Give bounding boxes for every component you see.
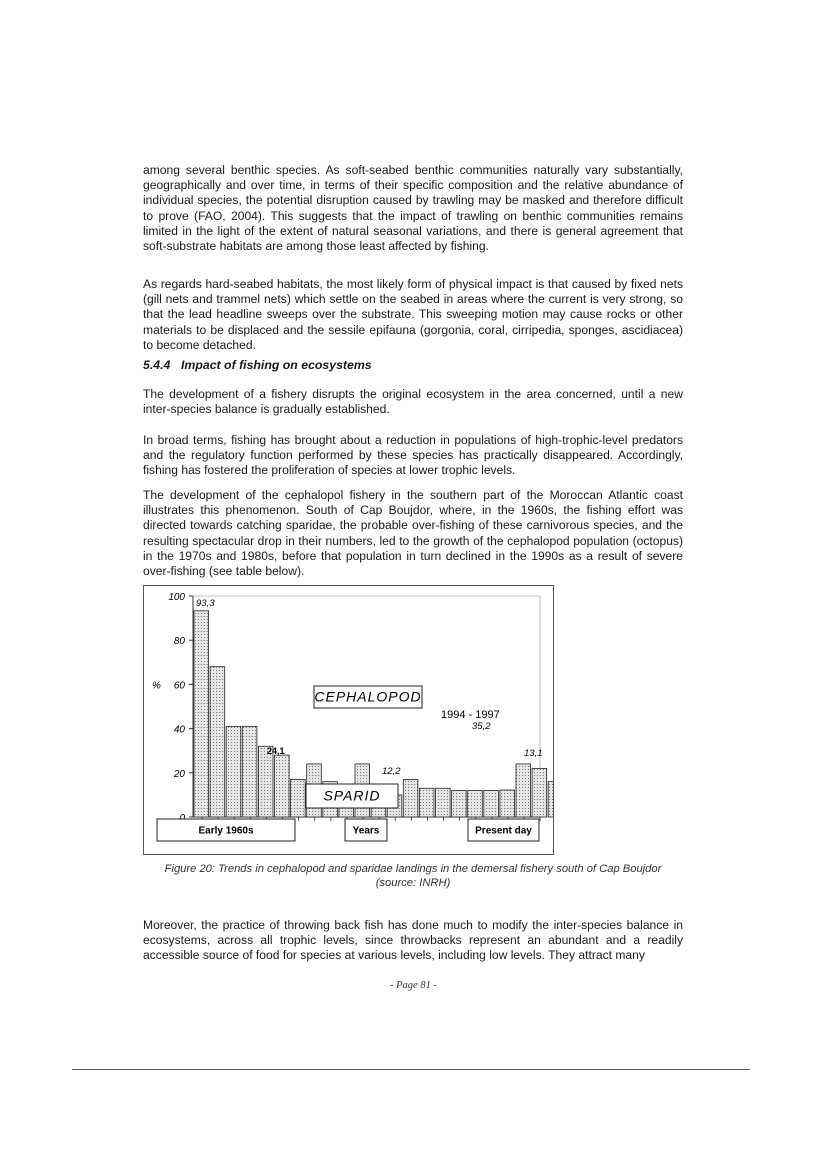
svg-text:80: 80 xyxy=(173,636,185,648)
paragraph-hard-seabed: As regards hard-seabed habitats, the most likely form of physical impact is that caused by fixed nets (gill nets and trammel nets) which settle on the seabed in areas where the current is very strong, so that the lead headline sweeps over the substrate. This sweeping motion may cause rocks or other materials to be displaced and the sessile epifauna (gorgonia, coral, cirripedia, sponges, ascidiacea) to become detached. xyxy=(143,277,683,352)
svg-text:Present day: Present day xyxy=(475,825,532,837)
paragraph-cephalopod-fishery: The development of the cephalopol fishery in the southern part of the Moroccan Atlantic coast illustrates this phenomenon. South of Cap Boujdor, where, in the 1960s, the fishing effort was directed towards catching sparidae, the probable over-fishing of these carnivorous species, and the resulting spectacular drop in their numbers, led to the growth of the cephalopod population (octopus) in the 1970s and 1980s, before that population in turn declined in the 1990s as a result of severe over-fishing (see table below). xyxy=(143,488,683,579)
page-number: - Page 81 - xyxy=(390,980,437,991)
svg-text:35,2: 35,2 xyxy=(472,721,491,732)
paragraph-soft-seabed: among several benthic species. As soft-seabed benthic communities naturally vary substantially, geographically and over time, in terms of their specific composition and the relative abundance of individual species, the potential disruption caused by trawling may be masked and therefore difficult to prove (FAO, 2004). This suggests that the impact of trawling on benthic communities remains limited in the light of the extent of natural seasonal variations, and there is general agreement that soft-substrate habitats are among those least affected by fishing. xyxy=(143,163,683,254)
svg-text:40: 40 xyxy=(173,724,185,736)
svg-text:24,1: 24,1 xyxy=(267,746,285,756)
figure-caption xyxy=(143,862,683,890)
svg-text:60: 60 xyxy=(173,680,185,692)
paragraph-fishery-disruption: The development of a fishery disrupts the original ecosystem in the area concerned, until a new inter-species balance is gradually established. xyxy=(143,387,683,417)
figure-chart xyxy=(143,585,554,855)
section-title: Impact of fishing on ecosystems xyxy=(181,358,372,372)
footer-rule xyxy=(72,1069,750,1070)
svg-text:%: % xyxy=(152,680,161,692)
svg-text:Early 1960s: Early 1960s xyxy=(198,825,254,837)
svg-text:Years: Years xyxy=(352,825,380,837)
svg-text:12,2: 12,2 xyxy=(382,766,401,777)
svg-text:100: 100 xyxy=(168,592,185,603)
svg-text:20: 20 xyxy=(173,768,185,780)
paragraph-trophic-reduction: In broad terms, fishing has brought about a reduction in populations of high-trophic-level predators and the regulatory function performed by these species has practically disappeared. Accordingly, fishing has fostered the proliferation of species at lower trophic levels. xyxy=(143,433,683,478)
svg-text:1994 - 1997: 1994 - 1997 xyxy=(441,709,500,721)
svg-text:CEPHALOPOD: CEPHALOPOD xyxy=(314,688,422,705)
section-heading xyxy=(143,358,372,372)
svg-text:13,1: 13,1 xyxy=(524,748,543,759)
paragraph-throwbacks: Moreover, the practice of throwing back fish has done much to modify the inter-species balance in ecosystems, across all trophic levels, since throwbacks represent an abundant and a readily accessible source of food for species at various levels, including low levels. They attract many xyxy=(143,918,683,963)
caption-line-2: (source: INRH) xyxy=(375,877,451,889)
svg-text:SPARID: SPARID xyxy=(323,787,381,804)
section-number: 5.4.4 xyxy=(143,358,171,372)
bar-chart xyxy=(144,586,553,854)
caption-line-1: Figure 20: Trends in cephalopod and sparidae landings in the demersal fishery south of Cap Boujdor xyxy=(164,863,662,875)
svg-text:93,3: 93,3 xyxy=(196,598,215,609)
